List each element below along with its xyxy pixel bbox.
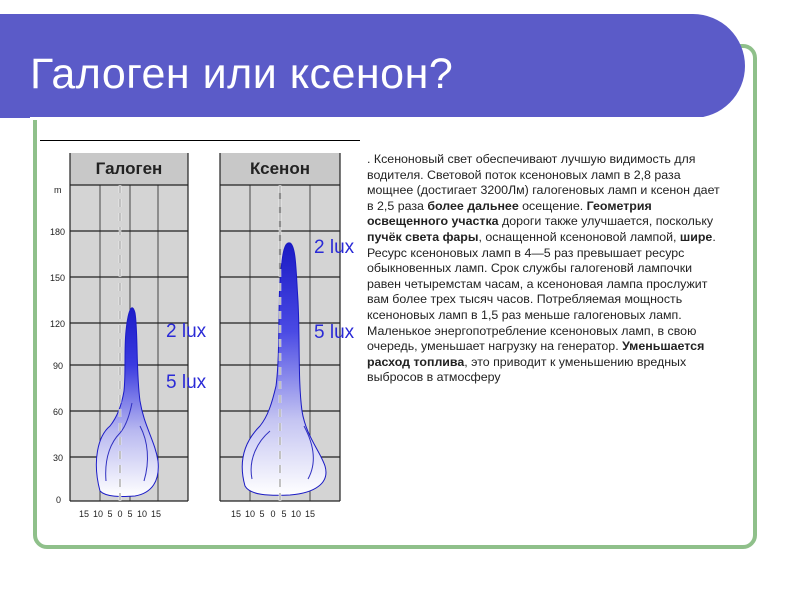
- y-unit-label: m: [54, 185, 62, 195]
- slide-title: Галоген или ксенон?: [30, 50, 454, 98]
- x-tick: 10: [136, 509, 148, 519]
- x-tick: 5: [259, 509, 265, 519]
- x-tick: 15: [150, 509, 162, 519]
- y-tick: 180: [50, 227, 66, 237]
- y-tick: 90: [53, 361, 64, 371]
- x-tick: 15: [230, 509, 242, 519]
- y-tick: 30: [53, 453, 64, 463]
- title-underline: [30, 117, 710, 120]
- x-tick: 15: [304, 509, 316, 519]
- x-tick: 10: [92, 509, 104, 519]
- x-tick: 0: [117, 509, 123, 519]
- y-tick: 120: [50, 319, 66, 329]
- x-tick: 10: [290, 509, 302, 519]
- xenon-lux-label: 2 lux: [314, 237, 355, 258]
- y-tick: 150: [50, 273, 66, 283]
- beam-comparison-figure: [40, 141, 365, 526]
- x-tick: 5: [281, 509, 287, 519]
- xenon-label: Ксенон: [250, 159, 310, 178]
- halogen-lux-label: 2 lux: [166, 321, 207, 342]
- y-tick: 0: [56, 495, 62, 505]
- body-text: . Ксеноновый свет обеспечивают лучшую видимость для водителя. Световой поток ксеноновых ламп в 2,8 раза мощнее (достигает 3200Лм) галогеновых ламп и ксенон дает в 2,5 раза более дальнее осещение. Геометрия освещенного участка дороги также улучшается, поскольку пучёк света фары, оснащенной ксеноновой лампой, шире. Ресурс ксеноновых ламп в 4—5 раз превышает ресурс обыкновенных ламп. Срок службы галогеновй лампочки равен четыремстам часам, а ксеноновая лампа прослужит вам более трех тысяч часов. Потребляемая мощность ксеноновых ламп в 1,5 раз меньше галогеновых ламп. Маленькое энергопотребление ксеноновых ламп, в свою очередь, уменьшает нагрузку на генератор. Уменьшается расход топлива, это приводит к уменьшению вредных выбросов в атмосферу: [367, 152, 720, 385]
- x-tick: 5: [127, 509, 133, 519]
- halogen-label: Галоген: [95, 159, 163, 178]
- halogen-lux-label: 5 lux: [166, 372, 207, 393]
- title-bar: [0, 14, 745, 118]
- x-tick: 10: [244, 509, 256, 519]
- x-tick: 15: [78, 509, 90, 519]
- y-tick: 60: [53, 407, 64, 417]
- xenon-lux-label: 5 lux: [314, 322, 355, 343]
- x-tick: 5: [107, 509, 113, 519]
- x-tick: 0: [270, 509, 276, 519]
